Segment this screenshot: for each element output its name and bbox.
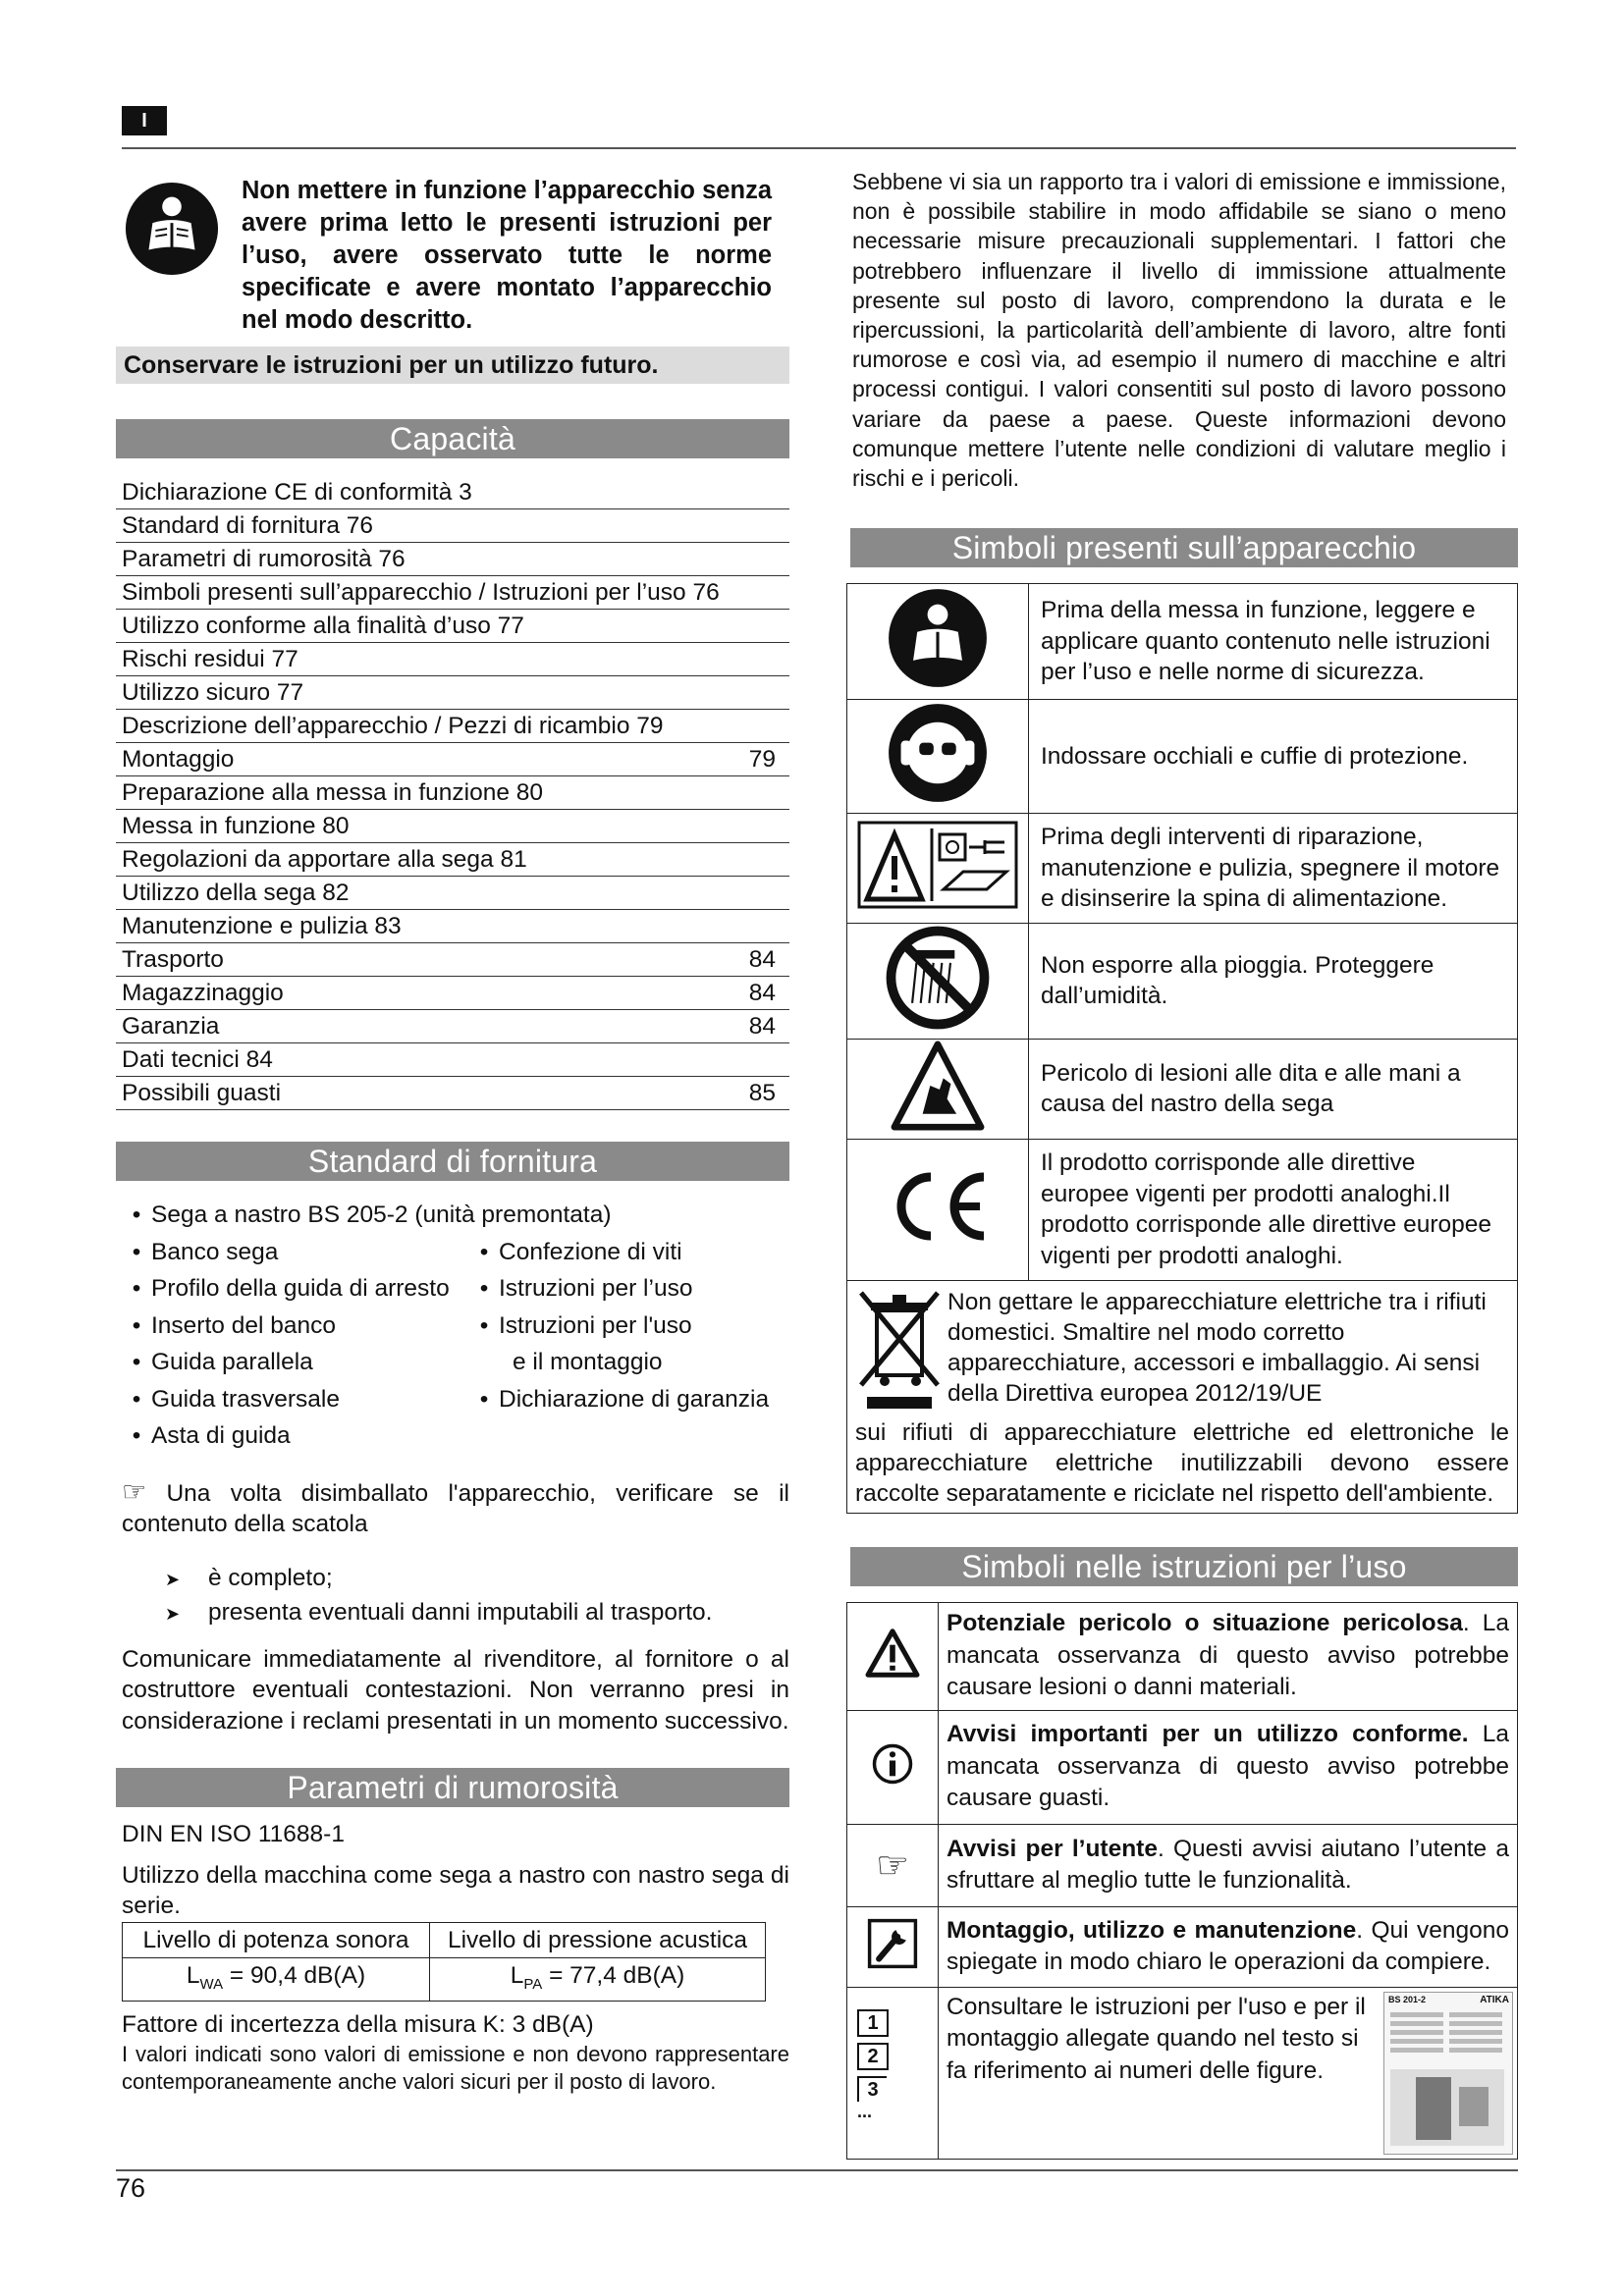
- toc-label: Dati tecnici 84: [122, 1046, 273, 1073]
- toc-label: Possibili guasti: [122, 1080, 282, 1106]
- toc-label: Manutenzione e pulizia 83: [122, 913, 402, 939]
- toc-label: Descrizione dell’apparecchio / Pezzi di ricambio 79: [122, 713, 664, 739]
- toc-row: [116, 1010, 789, 1043]
- list-item: • Istruzioni per l’uso: [469, 1270, 793, 1308]
- uncertainty: Fattore di incertezza della misura K: 3 dB(A): [122, 2011, 594, 2039]
- symbol-cell: [847, 1139, 1029, 1280]
- figure-number: 1: [857, 2009, 889, 2037]
- toc-label: Preparazione alla messa in funzione 80: [122, 779, 544, 806]
- toc-page: 79: [748, 746, 776, 773]
- read-manual-icon: [887, 587, 989, 689]
- symbol-description: Indossare occhiali e cuffie di protezione.: [1029, 700, 1518, 814]
- toc-label: Montaggio: [122, 746, 235, 773]
- figure-numbers-cell: [847, 1987, 939, 2159]
- toc-row: [116, 543, 789, 576]
- toc-row: [116, 476, 789, 509]
- toc-row: [116, 810, 789, 843]
- goggles-earmuffs-icon: [887, 702, 989, 804]
- page-number: 76: [116, 2173, 146, 2203]
- hand-pointer-icon: ☞: [122, 1475, 147, 1507]
- list-item: • Asta di guida: [122, 1417, 469, 1455]
- thumbnail-brand: ATIKA: [1480, 1994, 1509, 2005]
- toc-page: 84: [748, 946, 776, 973]
- section-heading-simboli-istruzioni: Simboli nelle istruzioni per l’uso: [850, 1547, 1518, 1586]
- list-item: ➤ presenta eventuali danni imputabili al trasporto.: [165, 1598, 713, 1626]
- left-column: [116, 167, 789, 2096]
- toc-label: Dichiarazione CE di conformità 3: [122, 479, 472, 506]
- toc-row: [116, 1077, 789, 1110]
- toc-label: Utilizzo conforme alla finalità d’uso 77: [122, 613, 524, 639]
- symbol-description: Avvisi importanti per un utilizzo conforme. La mancata osservanza di questo avviso potrebbe causare guasti.: [939, 1710, 1518, 1824]
- toc-row: [116, 576, 789, 610]
- noise-norm: DIN EN ISO 11688-1: [122, 1821, 345, 1847]
- toc-row: [116, 877, 789, 910]
- symbol-description: Non esporre alla pioggia. Proteggere dall’umidità.: [1029, 923, 1518, 1039]
- symbol-description: Montaggio, utilizzo e manutenzione. Qui vengono spiegate in modo chiaro le operazioni da compiere.: [939, 1906, 1518, 1987]
- read-manual-icon: [124, 181, 220, 277]
- noise-usage: Utilizzo della macchina come sega a nastro con nastro sega di serie.: [122, 1861, 789, 1919]
- table-of-contents: [116, 476, 789, 1110]
- hand-injury-warning-icon: [891, 1041, 985, 1131]
- figure-number: 2: [857, 2043, 889, 2070]
- list-item: • Guida parallela: [122, 1344, 469, 1381]
- symbol-description: Potenziale pericolo o situazione pericolosa. La mancata osservanza di questo avviso potrebbe causare lesioni o danni materiali.: [939, 1602, 1518, 1710]
- toc-page: 85: [748, 1080, 776, 1106]
- table-cell: $L_{WA} = 90,4$ dB(A): [123, 1957, 430, 2002]
- symbol-cell: [847, 1039, 1029, 1139]
- section-heading-rumorosita: Parametri di rumorosità: [116, 1768, 789, 1807]
- keep-instructions: Conservare le istruzioni per un utilizzo futuro.: [116, 347, 789, 384]
- list-item: • Profilo della guida di arresto: [122, 1270, 469, 1308]
- info-icon: [871, 1742, 914, 1786]
- section-heading-capacita: Capacità: [116, 419, 789, 458]
- hand-pointer-icon: ☞: [875, 1844, 910, 1887]
- toc-row: [116, 943, 789, 977]
- toc-label: Utilizzo della sega 82: [122, 880, 350, 906]
- list-item: e il montaggio: [513, 1349, 663, 1375]
- symbol-cell: [847, 1824, 939, 1906]
- section-heading-fornitura: Standard di fornitura: [116, 1142, 789, 1181]
- toc-label: Garanzia: [122, 1013, 220, 1040]
- emission-text: Sebbene vi sia un rapporto tra i valori di emissione e immissione, non è possibile stabilire in modo affidabile se siano o meno necessarie misure precauzionali supplementari. I fattori che potrebbero influenzare il livello di immissione attualmente presente sul posto di lavoro, comprendono la durata e le ripercussioni, la particolarità dell’ambiente di lavoro, altre fonti rumorose e così via, ad esempio il numero di macchine e altri processi contigui. I valori consentiti sul posto di lavoro possono variare da paese a paese. Queste informazioni devono comunque mettere l’utente nelle condizioni di valutare meglio i rischi e i pericoli.: [852, 169, 1506, 492]
- toc-page: 84: [748, 1013, 776, 1040]
- instruction-symbols-table: [846, 1602, 1518, 2160]
- claims-text: Comunicare immediatamente al rivenditore, al fornitore o al costruttore eventuali contestazioni. Non verranno presi in considerazione i reclami presentati in un momento successivo.: [122, 1645, 789, 1735]
- crossed-bin-icon: [855, 1287, 944, 1411]
- list-item: • Confezione di viti: [469, 1234, 793, 1271]
- symbol-description: Avvisi per l’utente. Questi avvisi aiutano l’utente a sfruttare al meglio tutte le funzionalità.: [939, 1824, 1518, 1906]
- unplug-warning-icon: [857, 821, 1018, 909]
- toc-label: Messa in funzione 80: [122, 813, 350, 839]
- header-rule: [122, 147, 1516, 149]
- manual-thumbnail: [1383, 1992, 1513, 2155]
- toc-row: [116, 676, 789, 710]
- toc-label: Simboli presenti sull’apparecchio / Istruzioni per l’uso 76: [122, 579, 720, 606]
- device-symbols-table: [846, 583, 1518, 1514]
- figure-number-ellipsis: ...: [857, 2101, 873, 2121]
- toc-label: Regolazioni da apportare alla sega 81: [122, 846, 527, 873]
- symbol-description: Consultare le istruzioni per l'uso e per il montaggio allegate quando nel testo si fa riferimento ai numeri delle figure.: [947, 1993, 1366, 2084]
- ce-mark-icon: [884, 1167, 992, 1246]
- toc-row: [116, 977, 789, 1010]
- list-item: • Banco sega: [122, 1234, 469, 1271]
- toc-row: [116, 643, 789, 676]
- language-badge: I: [122, 106, 167, 135]
- symbol-cell: [847, 700, 1029, 814]
- toc-label: Utilizzo sicuro 77: [122, 679, 304, 706]
- table-header: Livello di pressione acustica: [430, 1922, 766, 1957]
- wrench-icon: [867, 1918, 918, 1969]
- toc-row: [116, 743, 789, 776]
- symbol-cell: [847, 923, 1029, 1039]
- scope-of-delivery: [116, 1197, 789, 1455]
- toc-row: [116, 843, 789, 877]
- check-list: [116, 1562, 789, 1630]
- list-item: • Dichiarazione di garanzia: [469, 1381, 793, 1418]
- thumbnail-model: BS 201-2: [1388, 1994, 1427, 2004]
- list-item: ➤ è completo;: [165, 1564, 333, 1591]
- toc-page: 84: [748, 980, 776, 1006]
- symbol-cell: [847, 584, 1029, 700]
- list-item: • Guida trasversale: [122, 1381, 469, 1418]
- weee-continuation: sui rifiuti di apparecchiature elettriche ed elettroniche le apparecchiature elettriche inutilizzabili devono essere raccolte separatamente e riciclate nel rispetto dell'ambiente.: [855, 1418, 1509, 1507]
- toc-row: [116, 776, 789, 810]
- footer-rule: [116, 2169, 1518, 2171]
- toc-row: [116, 509, 789, 543]
- read-manual-warning: [124, 167, 789, 337]
- section-heading-simboli-apparecchio: Simboli presenti sull’apparecchio: [850, 528, 1518, 567]
- warning-text: Non mettere in funzione l’apparecchio senza avere prima letto le presenti istruzioni per l’uso, avere osservato tutte le norme specificate e avere montato l’apparecchio nel modo descritto.: [242, 177, 772, 334]
- table-header: Livello di potenza sonora: [123, 1922, 430, 1957]
- figure-reference-cell: [939, 1987, 1518, 2159]
- noise-table: [122, 1922, 766, 2002]
- figure-number: 3: [857, 2076, 887, 2102]
- symbol-cell: [847, 814, 1029, 924]
- manual-thumbnail-image: [1386, 2008, 1508, 2150]
- symbol-cell: [847, 1602, 939, 1710]
- toc-label: Parametri di rumorosità 76: [122, 546, 406, 572]
- symbol-description: Pericolo di lesioni alle dita e alle mani a causa del nastro della sega: [1029, 1039, 1518, 1139]
- warning-triangle-icon: [865, 1629, 920, 1678]
- symbol-description: Il prodotto corrisponde alle direttive europee vigenti per prodotti analoghi.Il prodotto corrisponde alle direttive europee vigenti per prodotti analoghi.: [1029, 1139, 1518, 1280]
- toc-row: [116, 1043, 789, 1077]
- list-item: • Sega a nastro BS 205-2 (unità premontata): [116, 1197, 789, 1234]
- list-item: • Istruzioni per l'uso: [469, 1308, 793, 1345]
- table-cell: $L_{PA} = 77,4$ dB(A): [430, 1957, 766, 2002]
- unpack-check: ☞ Una volta disimballato l'apparecchio, verificare se il contenuto della scatola: [122, 1475, 789, 1537]
- symbol-cell: [847, 1906, 939, 1987]
- toc-label: Magazzinaggio: [122, 980, 284, 1006]
- symbol-cell: [847, 1710, 939, 1824]
- no-rain-icon: [885, 925, 991, 1031]
- toc-row: [116, 610, 789, 643]
- toc-label: Standard di fornitura 76: [122, 512, 374, 539]
- weee-cell: [847, 1280, 1518, 1513]
- symbol-description: Non gettare le apparecchiature elettriche tra i rifiuti domestici. Smaltire nel modo corretto apparecchiature, accessori e imballaggio. Ai sensi della Direttiva europea 2012/19/UE: [947, 1288, 1487, 1407]
- symbol-description: Prima della messa in funzione, leggere e applicare quanto contenuto nelle istruzioni per l’uso e nelle norme di sicurezza.: [1029, 584, 1518, 700]
- toc-row: [116, 910, 789, 943]
- noise-note: I valori indicati sono valori di emissione e non devono rappresentare contemporaneamente anche valori sicuri per il posto di lavoro.: [122, 2041, 789, 2094]
- symbol-description: Prima degli interventi di riparazione, manutenzione e pulizia, spegnere il motore e disinserire la spina di alimentazione.: [1029, 814, 1518, 924]
- toc-label: Trasporto: [122, 946, 224, 973]
- list-item: • Inserto del banco: [122, 1308, 469, 1345]
- toc-row: [116, 710, 789, 743]
- toc-label: Rischi residui 77: [122, 646, 298, 672]
- right-column: [846, 167, 1518, 2160]
